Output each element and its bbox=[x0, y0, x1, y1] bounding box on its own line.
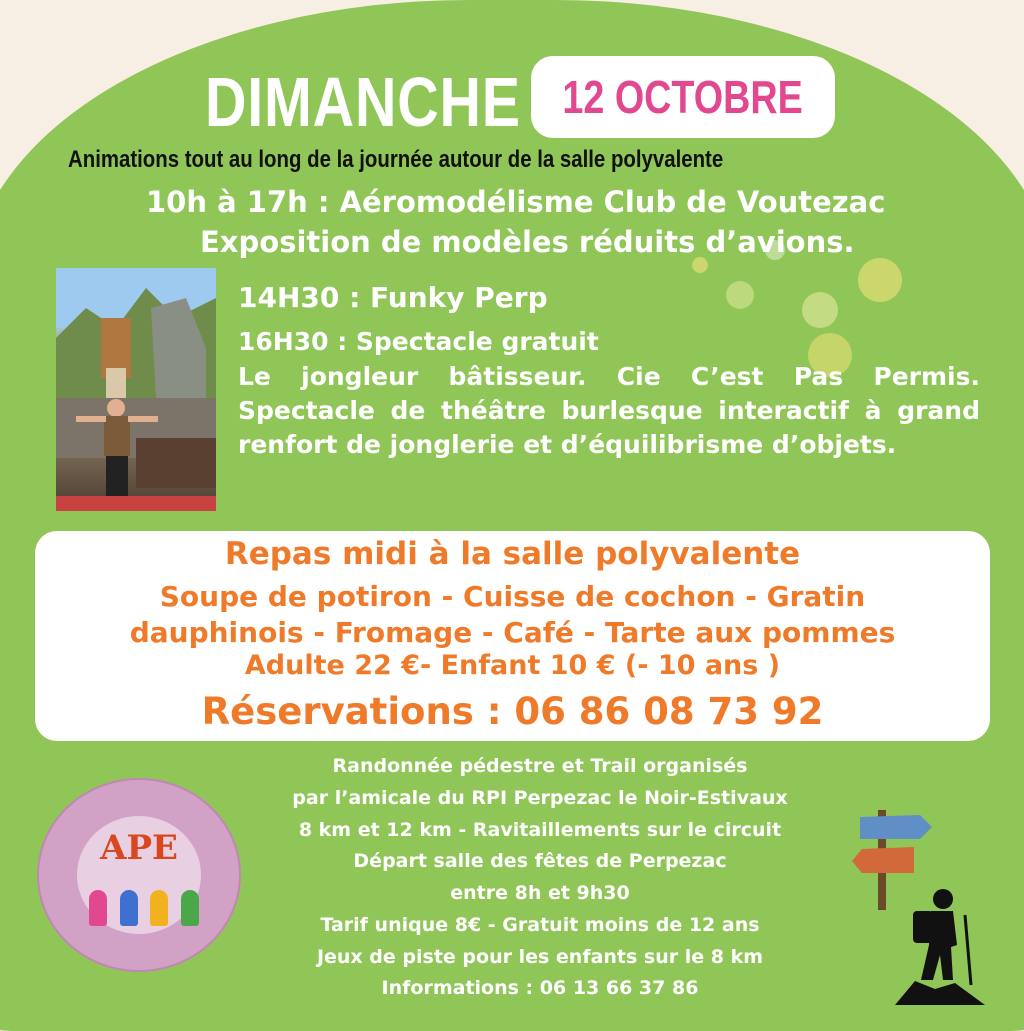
funky-perp-line: 14H30 : Funky Perp bbox=[238, 281, 548, 314]
show-title: 16H30 : Spectacle gratuit bbox=[238, 327, 599, 356]
hike-line: 8 km et 12 km - Ravitaillements sur le circuit bbox=[298, 819, 782, 841]
event-day: DIMANCHE bbox=[205, 63, 521, 141]
meal-menu-line-2: dauphinois - Fromage - Café - Tarte aux pommes bbox=[129, 616, 896, 649]
hiker-silhouette-icon bbox=[895, 885, 985, 1010]
event-date: 12 OCTOBRE bbox=[562, 71, 804, 123]
event-subtitle: Animations tout au long de la journée autour de la salle polyvalente bbox=[68, 146, 724, 173]
hike-line: Tarif unique 8€ - Gratuit moins de 12 ans bbox=[320, 914, 760, 936]
show-description: Le jongleur bâtisseur. Cie C’est Pas Permis. Spectacle de théâtre burlesque interactif à grand renfort de jonglerie et d’équilibrisme d’objets. bbox=[238, 362, 980, 459]
juggler-photo bbox=[56, 268, 216, 511]
kids-illustration bbox=[89, 890, 199, 930]
hike-line: par l’amicale du RPI Perpezac le Noir-Estivaux bbox=[292, 787, 788, 809]
hike-info-line: Informations : 06 13 66 37 86 bbox=[381, 977, 699, 999]
event-date-badge bbox=[531, 56, 835, 138]
hike-line: entre 8h et 9h30 bbox=[450, 882, 630, 904]
hike-line: Départ salle des fêtes de Perpezac bbox=[353, 850, 727, 872]
hike-line: Jeux de piste pour les enfants sur le 8 km bbox=[316, 946, 764, 968]
hike-line: Randonnée pédestre et Trail organisés bbox=[332, 755, 748, 777]
meal-reservations: Réservations : 06 86 08 73 92 bbox=[201, 690, 824, 733]
aeromodelism-subline: Exposition de modèles réduits d’avions. bbox=[200, 225, 855, 259]
meal-menu-line-1: Soupe de potiron - Cuisse de cochon - Gratin bbox=[159, 580, 866, 613]
aeromodelism-line: 10h à 17h : Aéromodélisme Club de Voutezac bbox=[146, 185, 886, 219]
meal-title: Repas midi à la salle polyvalente bbox=[224, 536, 801, 572]
meal-prices: Adulte 22 €- Enfant 10 € (- 10 ans ) bbox=[244, 650, 781, 681]
logo-acronym: APE bbox=[100, 828, 178, 868]
ape-logo bbox=[37, 778, 241, 972]
